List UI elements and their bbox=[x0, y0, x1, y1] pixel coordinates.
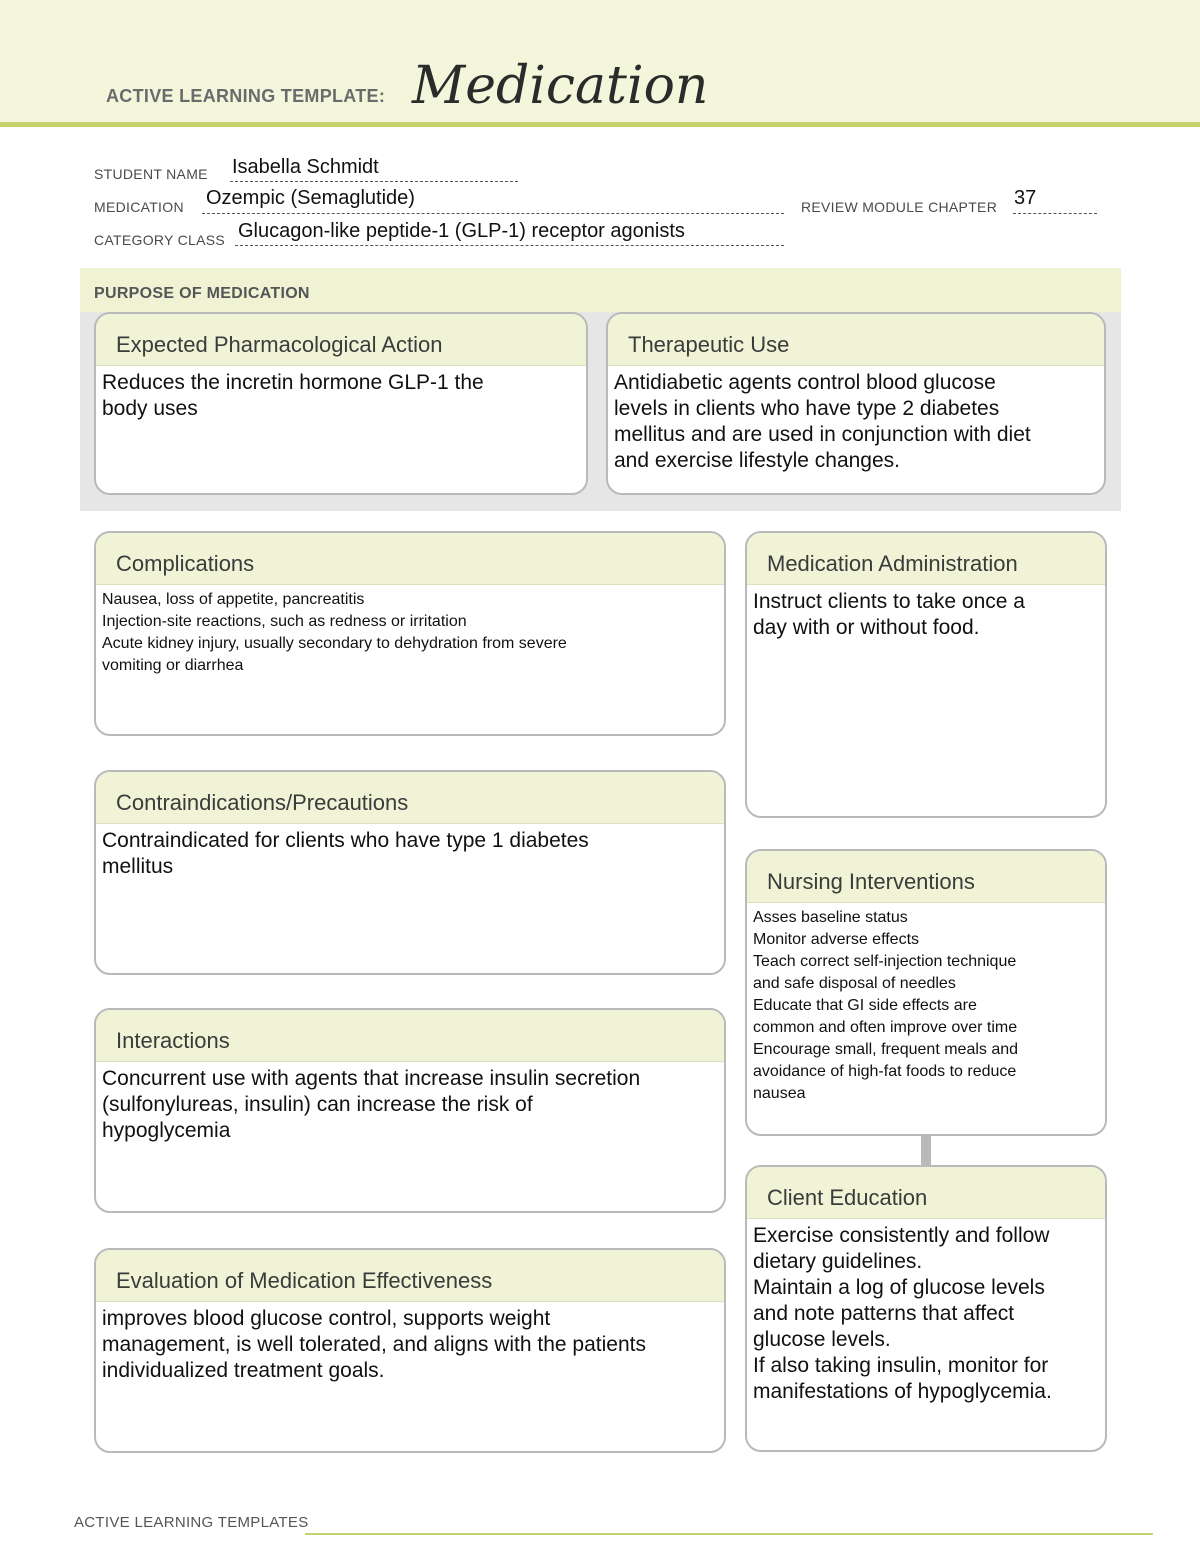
interactions-text[interactable]: Concurrent use with agents that increase insulin secretion (sulfonylureas, insulin) can increase the risk of hypoglycemia bbox=[102, 1067, 641, 1142]
nursing-interventions-text[interactable]: Asses baseline status Monitor adverse effects Teach correct self-injection technique and safe disposal of needles Educate that GI side effects are common and often improve over time Encourage small, frequent meals and avoidance of high-fat foods to reduce nausea bbox=[753, 909, 1019, 1102]
chapter-field[interactable]: 37 bbox=[1014, 187, 1037, 209]
nursing-interventions-box bbox=[745, 849, 1107, 1136]
evaluation-title: Evaluation of Medication Effectiveness bbox=[96, 1250, 724, 1302]
template-title: Medication bbox=[412, 56, 709, 116]
chapter-label: REVIEW MODULE CHAPTER bbox=[801, 199, 998, 215]
category-line bbox=[235, 245, 784, 246]
therapeutic-use-text[interactable]: Antidiabetic agents control blood glucose levels in clients who have type 2 diabetes mellitus and are used in conjunction with diet and exercise lifestyle changes. bbox=[614, 371, 1031, 472]
therapeutic-use-box bbox=[606, 312, 1106, 495]
nursing-education-connector bbox=[921, 1136, 931, 1166]
student-name-field[interactable]: Isabella Schmidt bbox=[232, 156, 379, 178]
medication-line bbox=[202, 213, 784, 214]
contraindications-title: Contraindications/Precautions bbox=[96, 772, 724, 824]
nursing-interventions-title: Nursing Interventions bbox=[747, 851, 1105, 903]
medication-field[interactable]: Ozempic (Semaglutide) bbox=[206, 187, 415, 209]
category-field[interactable]: Glucagon-like peptide-1 (GLP-1) receptor agonists bbox=[238, 220, 685, 242]
student-name-line bbox=[230, 181, 518, 182]
administration-title: Medication Administration bbox=[747, 533, 1105, 585]
administration-text[interactable]: Instruct clients to take once a day with or without food. bbox=[753, 590, 1025, 639]
purpose-title: PURPOSE OF MEDICATION bbox=[94, 285, 310, 302]
evaluation-text[interactable]: improves blood glucose control, supports weight management, is well tolerated, and aligns with the patients individualized treatment goals. bbox=[102, 1307, 646, 1382]
category-label: CATEGORY CLASS bbox=[94, 232, 226, 248]
expected-action-text[interactable]: Reduces the incretin hormone GLP-1 the body uses bbox=[102, 371, 484, 420]
contraindications-text[interactable]: Contraindicated for clients who have type 1 diabetes mellitus bbox=[102, 829, 589, 878]
complications-title: Complications bbox=[96, 533, 724, 585]
medication-label: MEDICATION bbox=[94, 199, 184, 215]
header-rule bbox=[0, 122, 1200, 127]
evaluation-box bbox=[94, 1248, 726, 1453]
interactions-title: Interactions bbox=[96, 1010, 724, 1062]
interactions-box bbox=[94, 1008, 726, 1213]
client-education-text[interactable]: Exercise consistently and follow dietary guidelines. Maintain a log of glucose levels and note patterns that affect glucose levels. If also taking insulin, monitor for manifestations of hypoglycemia. bbox=[753, 1224, 1052, 1403]
chapter-line bbox=[1013, 213, 1097, 214]
administration-box bbox=[745, 531, 1107, 818]
client-education-title: Client Education bbox=[747, 1167, 1105, 1219]
complications-box bbox=[94, 531, 726, 736]
expected-action-title: Expected Pharmacological Action bbox=[96, 314, 586, 366]
client-education-box bbox=[745, 1165, 1107, 1452]
complications-text[interactable]: Nausea, loss of appetite, pancreatitis Injection-site reactions, such as redness or irritation Acute kidney injury, usually secondary to dehydration from severe vomiting or diarrhea bbox=[102, 591, 567, 674]
expected-action-box bbox=[94, 312, 588, 495]
contraindications-box bbox=[94, 770, 726, 975]
footer-rule bbox=[305, 1533, 1153, 1535]
therapeutic-use-title: Therapeutic Use bbox=[608, 314, 1104, 366]
footer-label: ACTIVE LEARNING TEMPLATES bbox=[74, 1514, 309, 1531]
template-label: ACTIVE LEARNING TEMPLATE: bbox=[106, 86, 386, 106]
student-name-label: STUDENT NAME bbox=[94, 166, 208, 182]
